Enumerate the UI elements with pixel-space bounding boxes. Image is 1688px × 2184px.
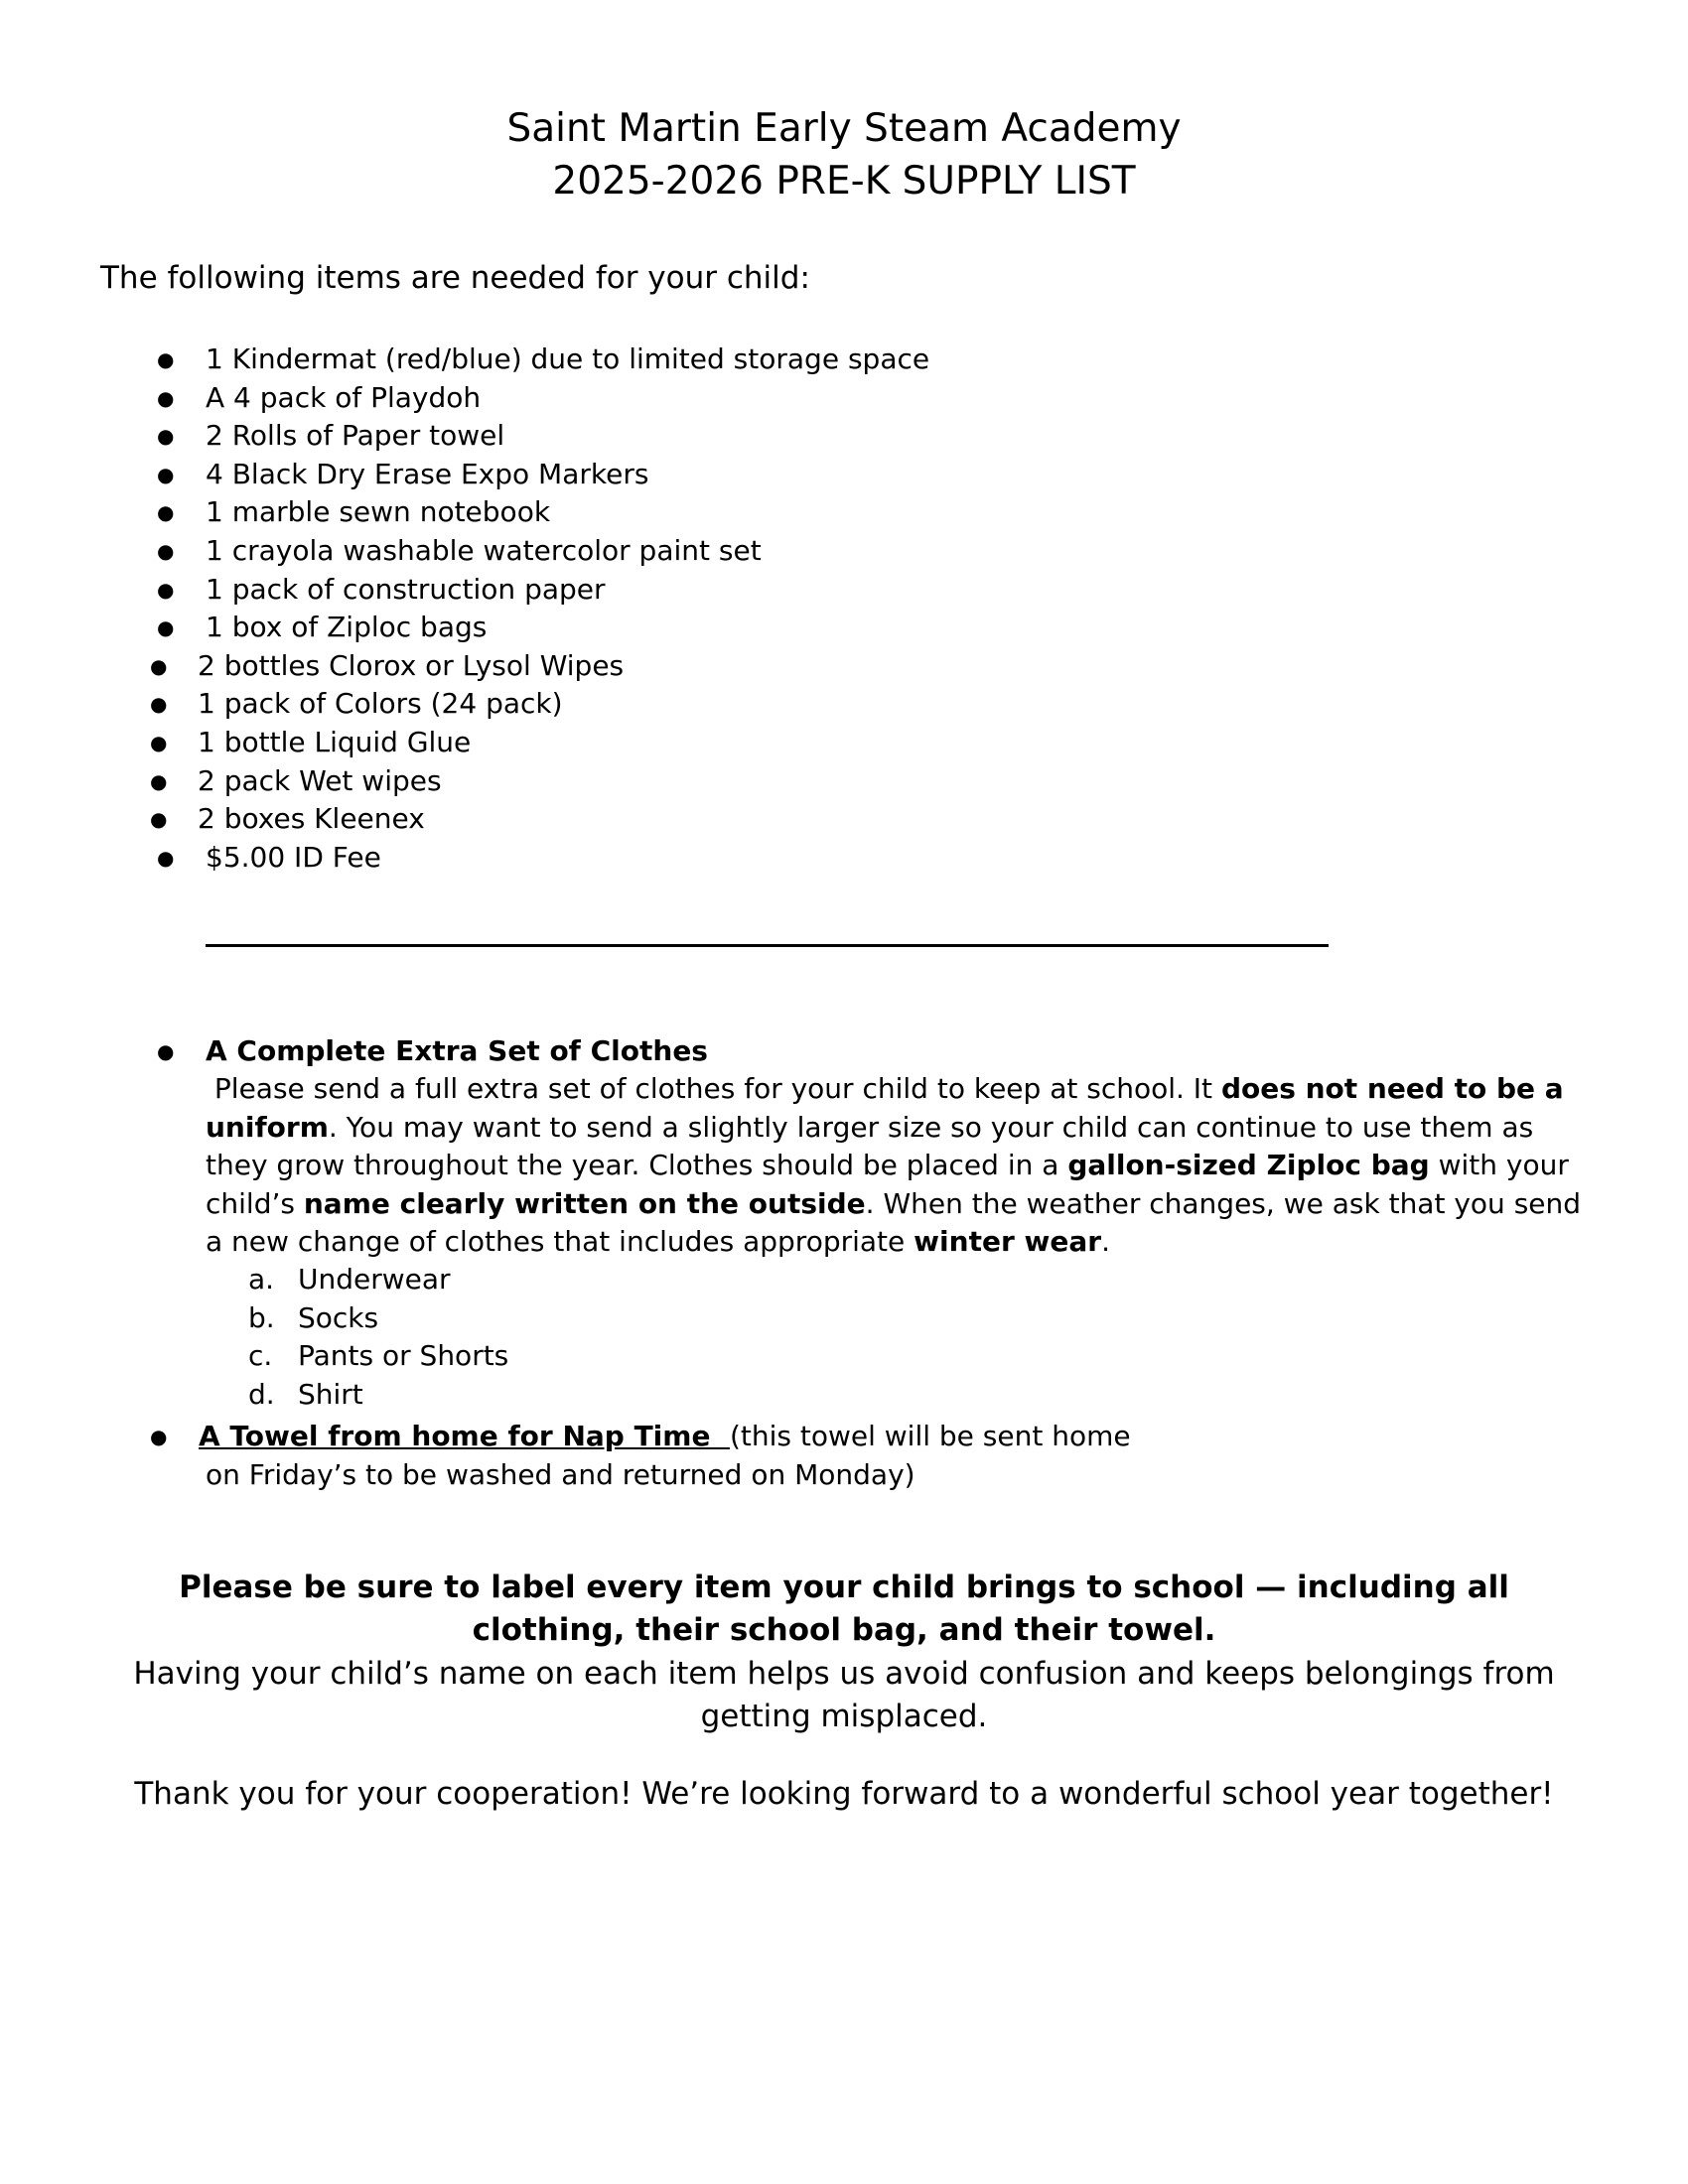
label-explanation: Having your child’s name on each item helps us avoid confusion and keeps belongings from getting misplaced. <box>133 1656 1555 1734</box>
para-bold-text: name clearly written on the outside <box>303 1186 866 1220</box>
para-bold-text: does not need to be a uniform <box>206 1072 1564 1144</box>
towel-heading: A Towel from home for Nap Time <box>199 1420 730 1452</box>
list-item-text: 1 pack of construction paper <box>206 572 606 606</box>
list-item-text: Socks <box>298 1300 379 1334</box>
towel-line-1 <box>199 1418 1131 1456</box>
bullet-icon: ● <box>157 424 175 449</box>
para-text: . You may want to send a slightly larger size so your child can continue to use them as they grow throughout the year. Clothes should be placed in a <box>206 1110 1534 1182</box>
list-item-text: 4 Black Dry Erase Expo Markers <box>206 457 649 490</box>
intro-text: The following items are needed for your child: <box>100 260 810 296</box>
bullet-icon: ● <box>150 653 168 678</box>
towel-line-2: on Friday’s to be washed and returned on Monday) <box>206 1457 915 1491</box>
list-item-text: 1 crayola washable watercolor paint set <box>206 533 762 567</box>
para-bold-text: gallon-sized Ziploc bag <box>1067 1149 1430 1182</box>
list-letter: c. <box>248 1339 273 1373</box>
para-text: . <box>1101 1225 1110 1259</box>
list-item-text: 2 Rolls of Paper towel <box>206 419 505 453</box>
bullet-icon: ● <box>150 692 168 717</box>
list-item-text: 1 marble sewn notebook <box>206 495 551 529</box>
bullet-icon: ● <box>157 462 175 486</box>
bullet-icon: ● <box>157 538 175 563</box>
bullet-icon: ● <box>150 1425 168 1448</box>
list-item-text: Shirt <box>298 1377 363 1411</box>
bullet-icon: ● <box>157 845 175 870</box>
para-text: with your child’s <box>206 1149 1569 1220</box>
para-bold-text: winter wear <box>914 1225 1102 1259</box>
school-name: Saint Martin Early Steam Academy <box>506 106 1182 151</box>
list-letter: d. <box>248 1377 275 1411</box>
list-item-text: 2 boxes Kleenex <box>198 802 425 836</box>
bullet-icon: ● <box>157 347 175 371</box>
list-item-text: A 4 pack of Playdoh <box>206 380 482 414</box>
clothes-instructions <box>206 1070 1586 1262</box>
bullet-icon: ● <box>157 615 175 640</box>
bullet-icon: ● <box>157 577 175 602</box>
list-letter: b. <box>248 1300 275 1334</box>
towel-text: (this towel will be sent home <box>729 1420 1131 1452</box>
list-item-text: 1 box of Ziploc bags <box>206 611 488 644</box>
list-item-text: $5.00 ID Fee <box>206 840 381 874</box>
list-item-text: Underwear <box>298 1263 451 1296</box>
section-heading: A Complete Extra Set of Clothes <box>206 1034 708 1067</box>
list-item-text: 1 bottle Liquid Glue <box>198 725 472 758</box>
list-letter: a. <box>248 1263 275 1296</box>
list-item-text: 1 Kindermat (red/blue) due to limited storage space <box>206 342 930 375</box>
bullet-icon: ● <box>157 500 175 525</box>
label-reminder: Please be sure to label every item your child brings to school — including all clothing, their school bag, and their towel. <box>179 1570 1509 1648</box>
list-item-text: 1 pack of Colors (24 pack) <box>198 687 563 721</box>
bullet-icon: ● <box>150 807 168 832</box>
list-item-text: 2 pack Wet wipes <box>198 763 442 797</box>
bullet-icon: ● <box>150 768 168 793</box>
page-title: 2025-2026 PRE-K SUPPLY LIST <box>552 159 1136 204</box>
para-text: . When the weather changes, we ask that you send a new change of clothes that includes appropriate <box>206 1186 1582 1259</box>
bullet-icon: ● <box>157 1039 175 1063</box>
thank-you-note: Thank you for your cooperation! We’re looking forward to a wonderful school year together! <box>134 1776 1554 1812</box>
bullet-icon: ● <box>150 730 168 754</box>
list-item-text: 2 bottles Clorox or Lysol Wipes <box>198 648 625 682</box>
list-item-text: Pants or Shorts <box>298 1339 509 1373</box>
para-text: Please send a full extra set of clothes for your child to keep at school. It <box>213 1072 1221 1105</box>
divider-line <box>206 944 1329 947</box>
bullet-icon: ● <box>157 385 175 410</box>
